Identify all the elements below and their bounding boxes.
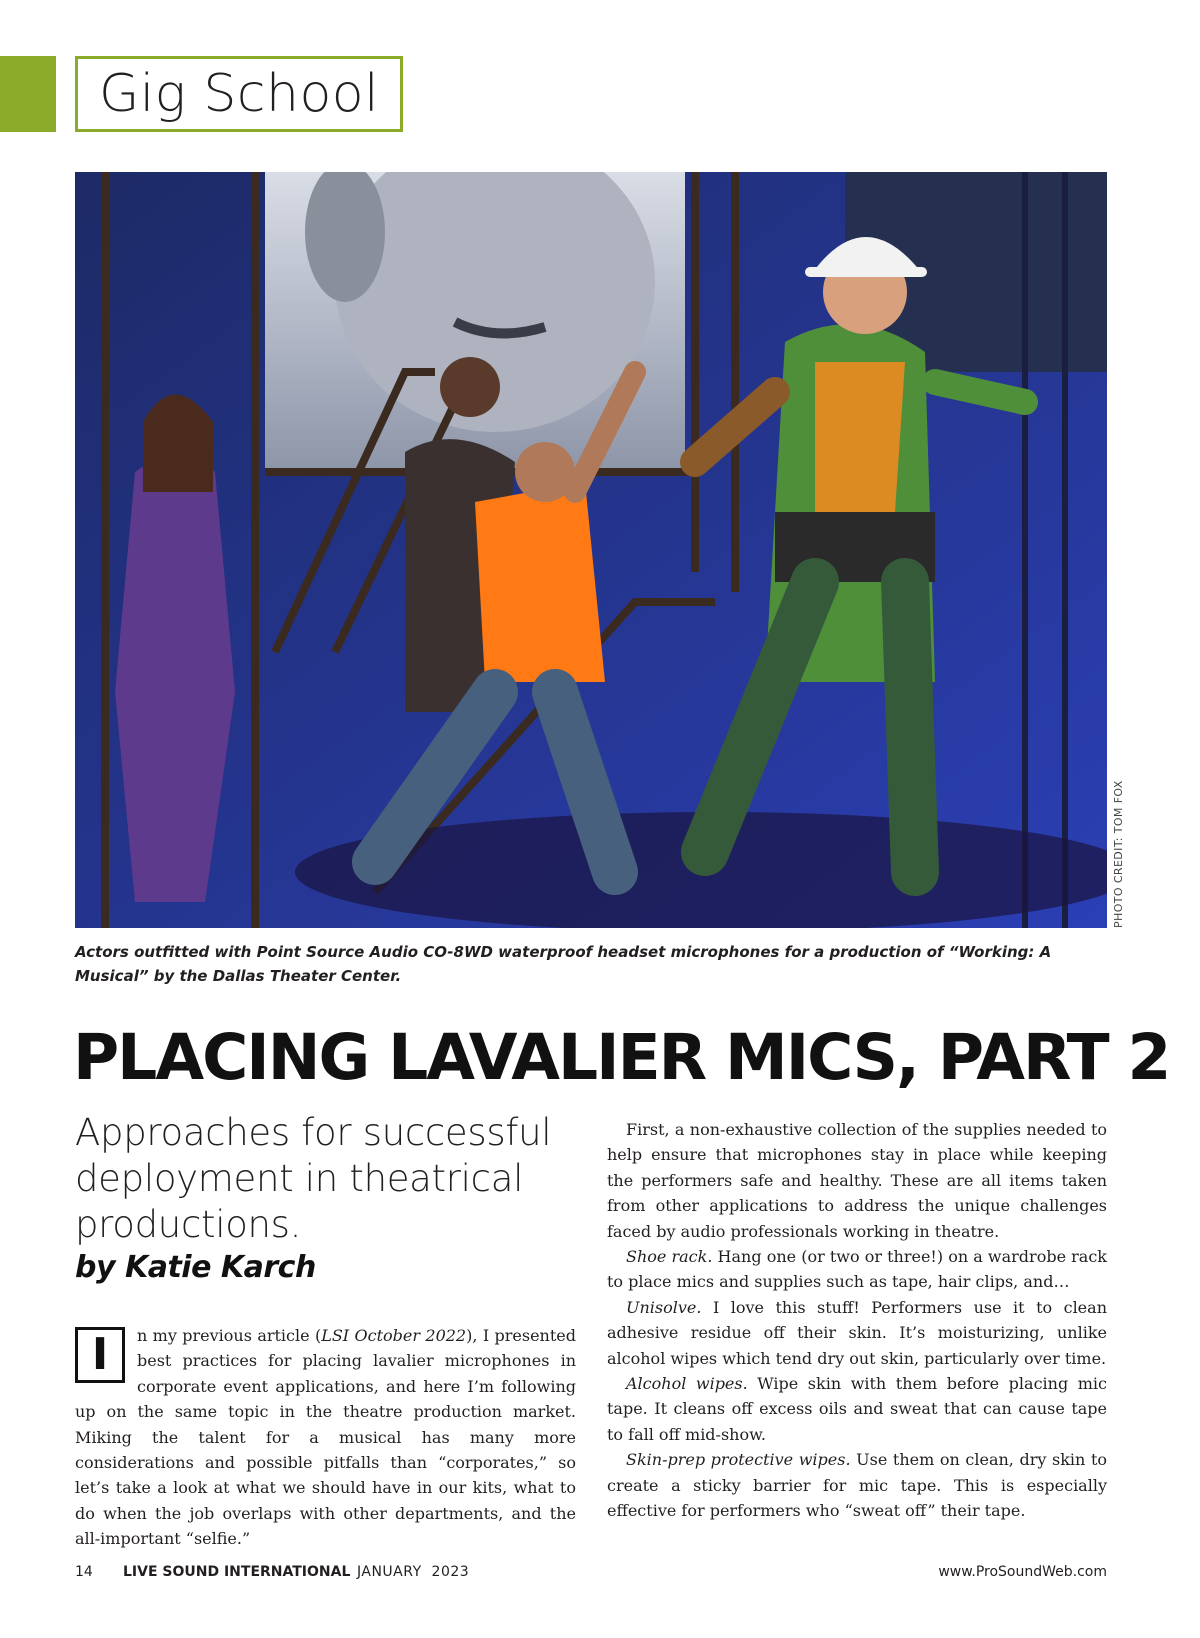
section-accent-tab — [0, 56, 56, 132]
photo-caption: Actors outfitted with Point Source Audio CO-8WD waterproof headset microphones for a production of “Working: A Musical” by the Dallas Theater Center. — [75, 943, 1052, 985]
stage-photo — [75, 172, 1107, 928]
supplies-intro: First, a non-exhaustive collection of the supplies needed to help ensure that microphones stay in place while keeping the performers safe and healthy. These are all items taken from other applications to address the unique challenges faced by audio professionals working in theatre. — [607, 1120, 1107, 1241]
photo-credit: PHOTO CREDIT: TOM FOX — [1112, 780, 1125, 928]
intro-text-a: n my previous article ( — [137, 1326, 322, 1345]
article-headline: PLACING LAVALIER MICS, PART 2 — [73, 1021, 1170, 1094]
supply-item — [607, 1244, 1107, 1295]
right-column — [607, 1117, 1107, 1524]
website-link[interactable]: www.ProSoundWeb.com — [938, 1564, 1107, 1580]
page-number: 14 — [75, 1564, 93, 1580]
section-label: Gig School — [75, 56, 403, 132]
intro-paragraph — [75, 1323, 576, 1552]
issue-date: JANUARY 2023 — [357, 1564, 470, 1580]
supply-term: Unisolve. — [626, 1297, 702, 1317]
magazine-name: LIVE SOUND INTERNATIONAL — [123, 1564, 351, 1580]
supply-item — [607, 1371, 1107, 1447]
page-footer — [75, 1564, 1107, 1588]
left-column — [75, 1323, 576, 1552]
drop-cap: I — [75, 1327, 125, 1383]
article-byline: by Katie Karch — [75, 1250, 316, 1285]
supply-term: Alcohol wipes. — [626, 1374, 748, 1394]
intro-text-b: ), I presented best practices for placing lavalier microphones in corporate event applications, and here I’m following up on the same topic in the theatre production market. Miking the talent for a musical has many more considerations and possible pitfalls than “corporates,” so let’s take a look at what we should have in our kits, what to do when the job overlaps with other departments, and the all-important “selfie.” — [75, 1326, 576, 1549]
supply-term: Skin-prep protective wipes. — [626, 1450, 851, 1470]
supply-text: Wipe skin with them before placing mic tape. It cleans off excess oils and sweat that can cause tape to fall off mid-show. — [607, 1374, 1107, 1444]
supply-text: Use them on clean, dry skin to create a sticky barrier for mic tape. This is especially effective for performers who “sweat off” their tape. — [607, 1450, 1108, 1521]
intro-citation: LSI October 2022 — [321, 1326, 467, 1345]
stage-photo-illustration — [75, 172, 1107, 928]
supply-term: Shoe rack. — [626, 1247, 713, 1267]
supply-item — [607, 1447, 1107, 1523]
supply-text: I love this stuff! Performers use it to clean adhesive residue off their skin. It’s moisturizing, unlike alcohol wipes which tend dry out skin, particularly over time. — [607, 1297, 1107, 1368]
article-deck: Approaches for successful deployment in theatrical productions. — [75, 1111, 552, 1246]
supply-text: Hang one (or two or three!) on a wardrobe rack to place mics and supplies such as tape, hair clips, and… — [607, 1247, 1108, 1292]
supply-item — [607, 1295, 1107, 1371]
